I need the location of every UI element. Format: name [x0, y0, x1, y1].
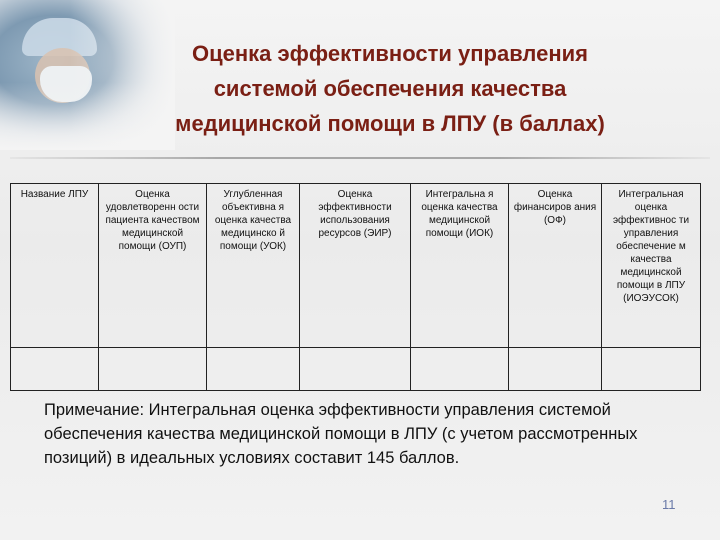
table-cell — [11, 348, 99, 391]
evaluation-table — [10, 183, 701, 391]
table-cell — [602, 348, 701, 391]
title-line-2: системой обеспечения качества — [213, 76, 567, 101]
header-cell-lpu-name: Название ЛПУ — [11, 184, 99, 348]
title-divider — [10, 157, 710, 159]
table-cell — [99, 348, 207, 391]
page-number: 11 — [662, 497, 676, 512]
slide-title — [110, 36, 670, 141]
table-cell — [207, 348, 300, 391]
header-cell-uok: Углубленная объективна я оценка качества медицинско й помощи (УОК) — [207, 184, 300, 348]
header-cell-eir: Оценка эффективности использования ресурсов (ЭИР) — [300, 184, 411, 348]
table-row — [11, 348, 701, 391]
header-cell-iok: Интегральна я оценка качества медицинской помощи (ИОК) — [411, 184, 509, 348]
slide-note: Примечание: Интегральная оценка эффективности управления системой обеспечения качества медицинской помощи в ЛПУ (с учетом рассмотренных позиций) в идеальных условиях составит 145 баллов. — [44, 401, 638, 467]
title-line-1: Оценка эффективности управления — [191, 41, 589, 66]
title-line-3: медицинской помощи в ЛПУ (в баллах) — [175, 111, 605, 136]
table-header-row — [11, 184, 701, 348]
header-cell-of: Оценка финансиров ания (ОФ) — [509, 184, 602, 348]
header-cell-oup: Оценка удовлетворенн ости пациента качеством медицинской помощи (ОУП) — [99, 184, 207, 348]
table-cell — [509, 348, 602, 391]
header-cell-ioeusok: Интегральная оценка эффективнос ти управления обеспечение м качества медицинской помощи в ЛПУ (ИОЭУСОК) — [602, 184, 701, 348]
table-cell — [411, 348, 509, 391]
table-cell — [300, 348, 411, 391]
